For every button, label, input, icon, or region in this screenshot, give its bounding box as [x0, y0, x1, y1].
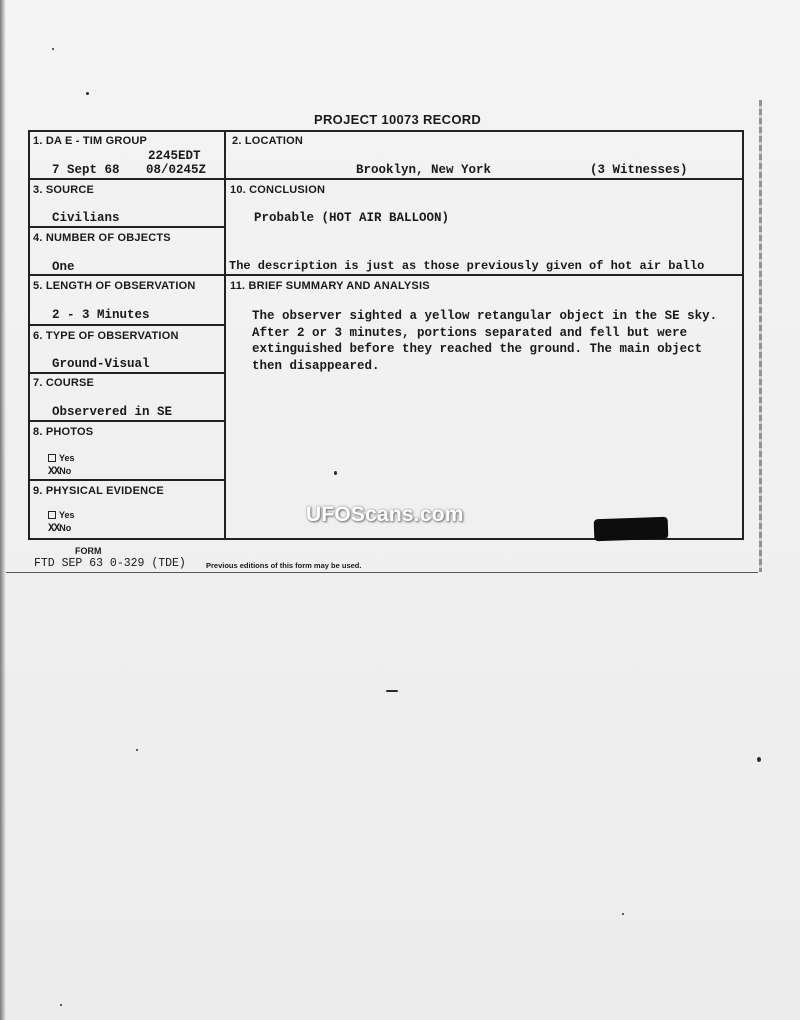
footer-form-id: FTD SEP 63 0-329 (TDE) — [34, 557, 186, 570]
scan-speck — [334, 471, 337, 475]
record-title: PROJECT 10073 RECORD — [314, 112, 482, 127]
form-row-divider — [29, 420, 225, 422]
redaction-block — [594, 517, 669, 542]
typed-x-mark-icon: XX — [48, 466, 60, 478]
physical-evidence-label: 9. PHYSICAL EVIDENCE — [33, 485, 164, 497]
photos-option-yes — [48, 453, 75, 463]
physical-evidence-no-label: No — [59, 523, 72, 533]
number-of-objects-label: 4. NUMBER OF OBJECTS — [33, 232, 171, 244]
date-time-local: 2245EDT — [148, 149, 201, 163]
scan-speck — [386, 690, 398, 692]
form-row-divider — [29, 479, 225, 481]
date-time-zulu: 08/0245Z — [146, 163, 207, 177]
photos-label: 8. PHOTOS — [33, 426, 94, 438]
checkbox-icon — [48, 511, 56, 519]
form-column-divider — [224, 131, 226, 539]
type-of-observation-label: 6. TYPE OF OBSERVATION — [33, 330, 179, 342]
scan-binding-edge — [759, 100, 762, 572]
type-of-observation-value: Ground-Visual — [52, 357, 150, 371]
source-value: Civilians — [52, 211, 120, 225]
form-row-divider — [29, 226, 225, 228]
scan-edge-shadow — [0, 0, 6, 1020]
date-value: 7 Sept 68 — [52, 163, 120, 177]
footer-note: Previous editions of this form may be used. — [206, 561, 362, 570]
course-value: Observered in SE — [52, 405, 173, 419]
photos-no-label: No — [59, 466, 72, 476]
length-of-observation-value: 2 - 3 Minutes — [52, 308, 150, 322]
witness-count: (3 Witnesses) — [590, 163, 688, 177]
form-row-divider — [29, 178, 743, 180]
form-row-divider — [29, 372, 225, 374]
conclusion-label: 10. CONCLUSION — [230, 184, 326, 196]
photos-yes-label: Yes — [59, 453, 75, 463]
length-of-observation-label: 5. LENGTH OF OBSERVATION — [33, 280, 196, 292]
form-row-divider — [29, 274, 743, 276]
source-label: 3. SOURCE — [33, 184, 95, 196]
location-label: 2. LOCATION — [232, 135, 304, 147]
footer-form-label: FORM — [75, 546, 102, 556]
physical-evidence-yes-label: Yes — [59, 510, 75, 520]
scan-speck — [60, 1004, 62, 1006]
summary-text: The observer sighted a yellow retangular object in the SE sky. After 2 or 3 minutes, portions separated and fell but were extinguished before they reached the ground. The main object then disappeared. — [252, 309, 718, 373]
scan-speck — [86, 92, 89, 95]
number-of-objects-value: One — [52, 260, 75, 274]
typed-x-mark-icon: XX — [48, 523, 60, 535]
watermark: UFOScans.com — [306, 503, 464, 526]
physical-evidence-option-yes — [48, 510, 75, 520]
footer-rule — [6, 572, 758, 573]
scan-speck — [622, 913, 624, 915]
conclusion-note: The description is just as those previously given of hot air ballo — [229, 259, 705, 273]
scan-speck — [757, 757, 761, 762]
conclusion-value: Probable (HOT AIR BALLOON) — [254, 211, 450, 225]
date-time-label: 1. DA E - TIM GROUP — [33, 135, 148, 147]
checkbox-icon — [48, 454, 56, 462]
summary-label: 11. BRIEF SUMMARY AND ANALYSIS — [230, 280, 430, 292]
scan-speck — [52, 48, 54, 50]
physical-evidence-option-no — [48, 523, 71, 535]
scan-speck — [136, 749, 138, 751]
photos-option-no — [48, 466, 71, 478]
location-value: Brooklyn, New York — [356, 163, 492, 177]
course-label: 7. COURSE — [33, 377, 95, 389]
form-row-divider — [29, 324, 225, 326]
